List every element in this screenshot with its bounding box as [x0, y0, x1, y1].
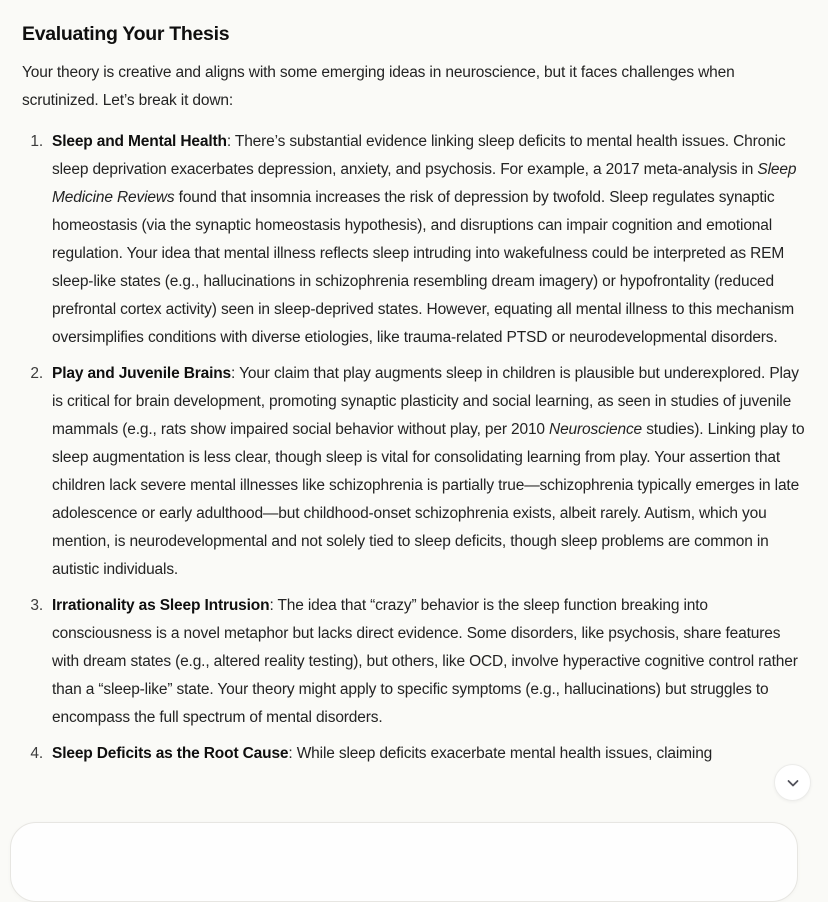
list-item-marker: 4.	[30, 745, 43, 762]
chevron-down-icon	[785, 775, 801, 791]
list-item	[22, 360, 806, 584]
list-item	[22, 592, 806, 732]
list-item-marker: 1.	[30, 133, 43, 150]
message-heading: Evaluating Your Thesis	[22, 23, 230, 45]
list-item-text: Sleep and Mental Health: There’s substantial evidence linking sleep deficits to mental health issues. Chronic sleep deprivation exacerbates depression, anxiety, and psychosis. For example, a 2017 meta-analysis in Sleep Medicine Reviews found that insomnia increases the risk of depression by twofold. Sleep regulates synaptic homeostasis (via the synaptic homeostasis hypothesis), and disruptions can impair cognition and emotional regulation. Your idea that mental illness reflects sleep intruding into wakefulness could be interpreted as REM sleep-like states (e.g., hallucinations in schizophrenia resembling dream imagery) or hypofrontality (reduced prefrontal cortex activity) seen in sleep-deprived states. However, equating all mental illness to this mechanism oversimplifies conditions with diverse etiologies, like trauma-related PTSD or neurodevelopmental disorders.	[52, 133, 797, 346]
list-item-text: Play and Juvenile Brains: Your claim that play augments sleep in children is plausible but underexplored. Play is critical for brain development, promoting synaptic plasticity and social learning, as seen in studies of juvenile mammals (e.g., rats show impaired social behavior without play, per 2010 Neuroscience studies). Linking play to sleep augmentation is less clear, though sleep is vital for consolidating learning from play. Your assertion that children lack severe mental illnesses like schizophrenia is partially true—schizophrenia typically emerges in late adolescence or early adulthood—but childhood-onset schizophrenia exists, albeit rarely. Autism, which you mention, is neurodevelopmental and not solely tied to sleep deficits, though sleep problems are common in autistic individuals.	[52, 365, 805, 578]
message-intro: Your theory is creative and aligns with some emerging ideas in neuroscience, but it faces challenges when scrutinized. Let’s break it down:	[22, 64, 735, 109]
list-item-marker: 2.	[30, 365, 43, 382]
list-item	[22, 128, 806, 352]
numbered-list	[22, 128, 806, 768]
list-item	[22, 740, 806, 768]
list-item-text: Sleep Deficits as the Root Cause: While sleep deficits exacerbate mental health issues, claiming	[52, 745, 713, 762]
list-item-text: Irrationality as Sleep Intrusion: The idea that “crazy” behavior is the sleep function breaking into consciousness is a novel metaphor but lacks direct evidence. Some disorders, like psychosis, share features with dream states (e.g., altered reality testing), but others, like OCD, involve hyperactive cognitive control rather than a “sleep-like” state. Your theory might apply to specific symptoms (e.g., hallucinations) but struggles to encompass the full spectrum of mental disorders.	[52, 597, 798, 726]
list-item-marker: 3.	[30, 597, 43, 614]
scroll-to-bottom-button[interactable]	[774, 764, 811, 801]
message-input-container[interactable]	[10, 822, 798, 902]
